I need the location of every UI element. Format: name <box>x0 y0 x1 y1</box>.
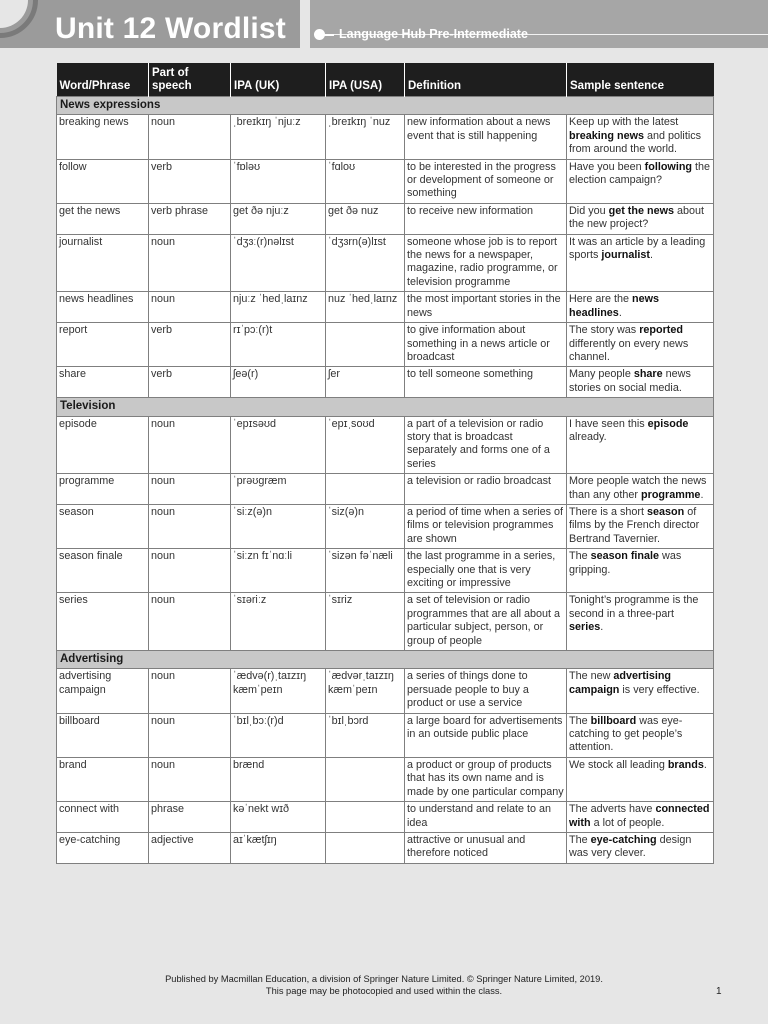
sample-sentence-cell <box>567 593 714 651</box>
ipa-uk-cell: brænd <box>231 757 326 801</box>
ipa-uk-cell: ˈbɪlˌbɔː(r)d <box>231 713 326 757</box>
sentence-text: The <box>569 833 591 846</box>
sentence-text: Tonight’s programme is the second in a three-part <box>569 594 699 620</box>
section-title: Television <box>57 398 714 416</box>
word-cell: breaking news <box>57 115 149 159</box>
ipa-usa-cell: ˈepɪˌsoʊd <box>326 416 405 474</box>
part-of-speech-cell: noun <box>149 115 231 159</box>
ipa-uk-cell: ˈepɪsəʊd <box>231 416 326 474</box>
sentence-text: differently on every news channel. <box>569 337 689 363</box>
bullet-dot-icon <box>314 29 325 40</box>
sentence-text: Keep up with the latest <box>569 116 679 129</box>
table-row <box>57 367 714 398</box>
ipa-uk-cell: njuːz ˈhedˌlaɪnz <box>231 292 326 323</box>
sentence-text: It was an article by a leading sports <box>569 235 706 262</box>
ipa-usa-cell: nuz ˈhedˌlaɪnz <box>326 292 405 323</box>
keyword-highlight: following <box>644 160 693 173</box>
ipa-uk-cell: aɪˈkætʃɪŋ <box>231 832 326 863</box>
table-row <box>57 416 714 474</box>
section-row <box>57 398 714 416</box>
column-header-ipa-usa: IPA (USA) <box>326 63 405 97</box>
definition-cell: a period of time when a series of films or television programmes are shown <box>405 504 567 548</box>
ipa-uk-cell: ˈædvə(r)ˌtaɪzɪŋ kæmˈpeɪn <box>231 669 326 713</box>
ipa-uk-cell: ˈdʒɜː(r)nəlɪst <box>231 234 326 292</box>
photocopy-notice: This page may be photocopied and used within the class. <box>265 985 503 996</box>
ipa-usa-cell: ɡet ðə nuz <box>326 203 405 234</box>
page-number: 1 <box>716 986 722 997</box>
ipa-usa-cell: ˌbreɪkɪŋ ˈnuz <box>326 115 405 159</box>
sentence-text: Many people <box>569 368 634 381</box>
part-of-speech-cell: verb <box>149 159 231 203</box>
ipa-uk-cell: ˈfɒləʊ <box>231 159 326 203</box>
ipa-uk-cell: ˌbreɪkɪŋ ˈnjuːz <box>231 115 326 159</box>
definition-cell: a large board for advertisements in an outside public place <box>405 713 567 757</box>
keyword-highlight: news headlines <box>569 293 660 319</box>
sample-sentence-cell <box>567 115 714 159</box>
table-row <box>57 234 714 292</box>
keyword-highlight: billboard <box>590 714 637 727</box>
ipa-usa-cell: ˈsiz(ə)n <box>326 504 405 548</box>
sentence-text: . <box>618 306 622 319</box>
ipa-uk-cell: ˈsɪəriːz <box>231 593 326 651</box>
ipa-uk-cell: ʃeə(r) <box>231 367 326 398</box>
definition-cell: new information about a news event that is still happening <box>405 115 567 159</box>
sentence-text: . <box>650 249 653 262</box>
sentence-text: of films by the French director Bertrand Tavernier. <box>569 505 700 545</box>
definition-cell: someone whose job is to report the news for a newspaper, magazine, radio programme, or television programme <box>405 234 567 292</box>
part-of-speech-cell: phrase <box>149 802 231 833</box>
sample-sentence-cell <box>567 713 714 757</box>
ipa-uk-cell: rɪˈpɔː(r)t <box>231 323 326 367</box>
word-cell: billboard <box>57 713 149 757</box>
table-row <box>57 802 714 833</box>
sentence-text: news stories on social media. <box>569 368 691 394</box>
part-of-speech-cell: verb <box>149 367 231 398</box>
ipa-usa-cell <box>326 757 405 801</box>
ipa-usa-cell: ˈbɪlˌbɔrd <box>326 713 405 757</box>
sample-sentence-cell <box>567 159 714 203</box>
course-name: Language Hub Pre-Intermediate <box>339 27 528 41</box>
column-header-sample-sentence: Sample sentence <box>567 63 714 97</box>
definition-cell: a product or group of products that has its own name and is made by one particular company <box>405 757 567 801</box>
section-title: News expressions <box>57 97 714 115</box>
sample-sentence-cell <box>567 757 714 801</box>
page-header <box>0 0 768 48</box>
wordlist-table <box>56 63 714 864</box>
ipa-uk-cell: ɡet ðə njuːz <box>231 203 326 234</box>
sentence-text: a lot of people. <box>590 816 665 829</box>
ipa-uk-cell: ˈprəʊɡræm <box>231 474 326 505</box>
part-of-speech-cell: noun <box>149 474 231 505</box>
table-row <box>57 593 714 651</box>
copyright-notice: Published by Macmillan Education, a division of Springer Nature Limited. © Springer Nature Limited, 2019. <box>165 974 603 984</box>
keyword-highlight: programme <box>641 488 701 501</box>
sentence-text: Here are the <box>569 293 633 306</box>
table-body <box>57 97 714 864</box>
sentence-text: . <box>703 758 707 771</box>
word-cell: season finale <box>57 549 149 593</box>
keyword-highlight: season finale <box>590 550 660 563</box>
sentence-text: and politics from around the world. <box>569 129 702 156</box>
table-header <box>57 63 714 97</box>
keyword-highlight: eye-catching <box>590 833 657 846</box>
ipa-usa-cell: ˈædvərˌtaɪzɪŋ kæmˈpeɪn <box>326 669 405 713</box>
definition-cell: a television or radio broadcast <box>405 474 567 505</box>
column-header-definition: Definition <box>405 63 567 97</box>
word-cell: share <box>57 367 149 398</box>
keyword-highlight: season <box>647 505 685 518</box>
definition-cell: attractive or unusual and therefore noticed <box>405 832 567 863</box>
ipa-usa-cell <box>326 832 405 863</box>
keyword-highlight: series <box>569 621 601 634</box>
definition-cell: a set of television or radio programmes that are all about a particular subject, person, or group of people <box>405 593 567 651</box>
sentence-text: The story was <box>569 324 640 337</box>
sentence-text: The <box>569 714 591 727</box>
definition-cell: to receive new information <box>405 203 567 234</box>
word-cell: programme <box>57 474 149 505</box>
section-row <box>57 97 714 115</box>
part-of-speech-cell: adjective <box>149 832 231 863</box>
sample-sentence-cell <box>567 234 714 292</box>
ipa-usa-cell <box>326 323 405 367</box>
table-row <box>57 832 714 863</box>
sentence-text: the election campaign? <box>569 160 711 187</box>
page-title: Unit 12 Wordlist <box>55 12 286 45</box>
table-row <box>57 713 714 757</box>
word-cell: follow <box>57 159 149 203</box>
word-cell: get the news <box>57 203 149 234</box>
table-row <box>57 203 714 234</box>
ipa-usa-cell: ˈdʒɜrn(ə)lɪst <box>326 234 405 292</box>
sentence-text: I have seen this <box>569 417 648 430</box>
sentence-text: Did you <box>569 204 609 217</box>
definition-cell: a part of a television or radio story that is broadcast separately and forms one of a series <box>405 416 567 474</box>
ipa-usa-cell <box>326 474 405 505</box>
table-row <box>57 669 714 713</box>
sentence-text: . <box>600 621 604 634</box>
part-of-speech-cell: noun <box>149 669 231 713</box>
word-cell: journalist <box>57 234 149 292</box>
sample-sentence-cell <box>567 416 714 474</box>
sentence-text: The <box>569 550 591 563</box>
definition-cell: to give information about something in a news article or broadcast <box>405 323 567 367</box>
keyword-highlight: reported <box>639 324 683 337</box>
sentence-text: . <box>700 488 704 501</box>
bullet-line <box>324 34 334 36</box>
part-of-speech-cell: verb <box>149 323 231 367</box>
sentence-text: was gripping. <box>569 550 682 576</box>
column-header-part-of-speech: Part of speech <box>149 63 231 97</box>
sentence-text: More people watch the news than any other <box>569 475 707 501</box>
word-cell: eye-catching <box>57 832 149 863</box>
part-of-speech-cell: noun <box>149 292 231 323</box>
keyword-highlight: breaking news <box>569 129 645 142</box>
word-cell: brand <box>57 757 149 801</box>
definition-cell: the most important stories in the news <box>405 292 567 323</box>
table-row <box>57 323 714 367</box>
keyword-highlight: brands <box>667 758 704 771</box>
keyword-highlight: share <box>633 368 663 381</box>
table-row <box>57 115 714 159</box>
word-cell: season <box>57 504 149 548</box>
footer <box>0 974 768 997</box>
word-cell: news headlines <box>57 292 149 323</box>
word-cell: episode <box>57 416 149 474</box>
definition-cell: to understand and relate to an idea <box>405 802 567 833</box>
ipa-usa-cell: ˈsizən fəˈnæli <box>326 549 405 593</box>
table-row <box>57 757 714 801</box>
word-cell: connect with <box>57 802 149 833</box>
keyword-highlight: get the news <box>608 204 675 217</box>
sentence-text: Have you been <box>569 160 645 173</box>
definition-cell: to tell someone something <box>405 367 567 398</box>
sample-sentence-cell <box>567 474 714 505</box>
sentence-text: design was very clever. <box>569 833 692 860</box>
table-row <box>57 292 714 323</box>
word-cell: advertising campaign <box>57 669 149 713</box>
ipa-usa-cell: ˈsɪriz <box>326 593 405 651</box>
ipa-usa-cell <box>326 802 405 833</box>
sentence-text: is very effective. <box>619 683 700 696</box>
header-divider <box>300 0 310 48</box>
sentence-text: already. <box>569 430 607 443</box>
ipa-usa-cell: ʃer <box>326 367 405 398</box>
table-row <box>57 549 714 593</box>
word-cell: report <box>57 323 149 367</box>
keyword-highlight: connected with <box>569 803 710 829</box>
sample-sentence-cell <box>567 203 714 234</box>
table-row <box>57 504 714 548</box>
sentence-text: There is a short <box>569 505 648 518</box>
sample-sentence-cell <box>567 323 714 367</box>
ipa-usa-cell: ˈfɑloʊ <box>326 159 405 203</box>
part-of-speech-cell: noun <box>149 713 231 757</box>
sentence-text: was eye-catching to get people’s attention. <box>569 714 683 754</box>
sentence-text: The adverts have <box>569 803 656 816</box>
definition-cell: to be interested in the progress or development of someone or something <box>405 159 567 203</box>
definition-cell: a series of things done to persuade people to buy a product or use a service <box>405 669 567 713</box>
ipa-uk-cell: kəˈnekt wɪð <box>231 802 326 833</box>
sample-sentence-cell <box>567 367 714 398</box>
part-of-speech-cell: noun <box>149 504 231 548</box>
sample-sentence-cell <box>567 549 714 593</box>
section-title: Advertising <box>57 651 714 669</box>
word-cell: series <box>57 593 149 651</box>
sentence-text: The new <box>569 670 614 683</box>
part-of-speech-cell: verb phrase <box>149 203 231 234</box>
keyword-highlight: journalist <box>601 249 650 262</box>
ipa-uk-cell: ˈsiːzn fɪˈnɑːli <box>231 549 326 593</box>
sentence-text: about the new project? <box>569 204 705 231</box>
sample-sentence-cell <box>567 802 714 833</box>
ipa-uk-cell: ˈsiːz(ə)n <box>231 504 326 548</box>
header-row <box>57 63 714 97</box>
column-header-word: Word/Phrase <box>57 63 149 97</box>
sample-sentence-cell <box>567 669 714 713</box>
sample-sentence-cell <box>567 504 714 548</box>
section-row <box>57 651 714 669</box>
table-row <box>57 474 714 505</box>
sentence-text: We stock all leading <box>569 758 668 771</box>
definition-cell: the last programme in a series, especially one that is very exciting or impressive <box>405 549 567 593</box>
part-of-speech-cell: noun <box>149 234 231 292</box>
sample-sentence-cell <box>567 292 714 323</box>
part-of-speech-cell: noun <box>149 549 231 593</box>
keyword-highlight: advertising campaign <box>569 670 672 696</box>
part-of-speech-cell: noun <box>149 757 231 801</box>
sample-sentence-cell <box>567 832 714 863</box>
part-of-speech-cell: noun <box>149 416 231 474</box>
column-header-ipa-uk: IPA (UK) <box>231 63 326 97</box>
table-row <box>57 159 714 203</box>
keyword-highlight: episode <box>647 417 689 430</box>
part-of-speech-cell: noun <box>149 593 231 651</box>
